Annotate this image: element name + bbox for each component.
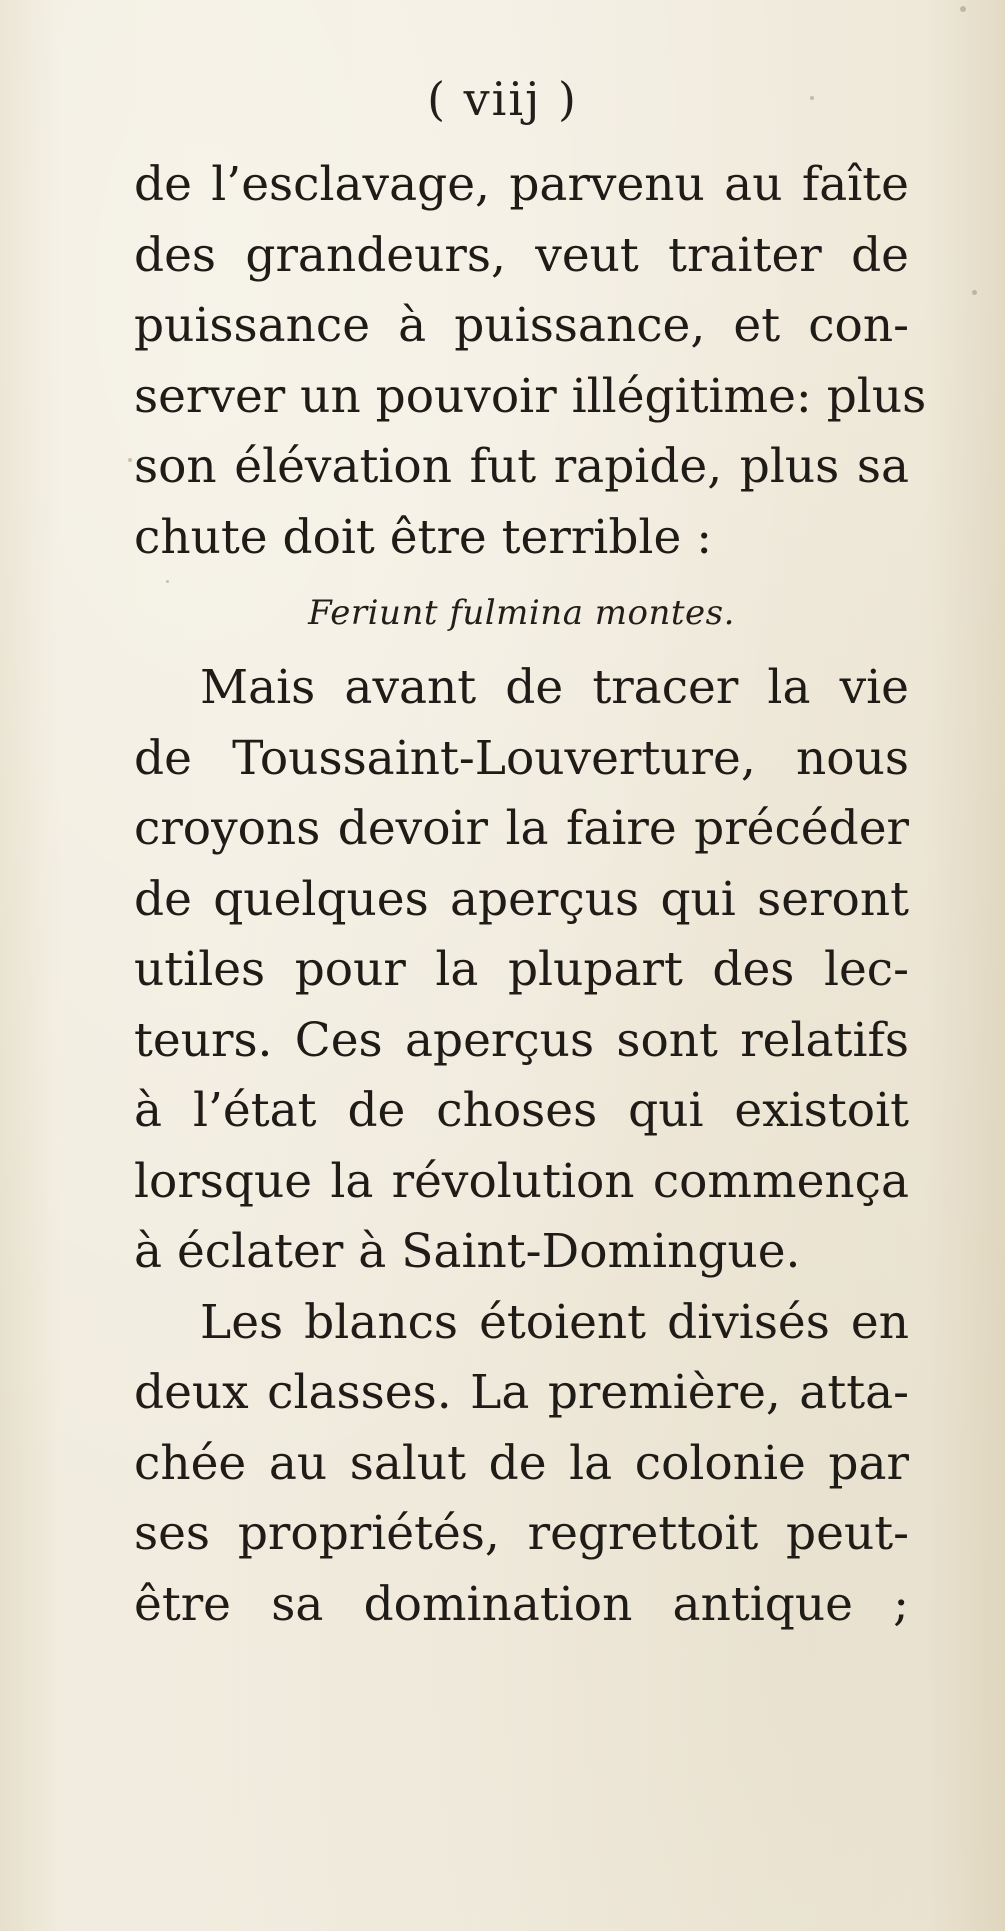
text-line: server un pouvoir illégitime: plus xyxy=(134,368,927,424)
text-line: Mais avant de tracer la vie xyxy=(200,660,909,715)
text-line: chute doit être terrible : xyxy=(134,509,713,565)
text-line: teurs. Ces aperçus sont relatifs xyxy=(134,1012,909,1068)
page-number: ( viij ) xyxy=(427,72,578,126)
paper-spot xyxy=(960,6,966,12)
text-line: puissance à puissance, et con- xyxy=(134,298,909,353)
text-line: Les blancs étoient divisés en xyxy=(200,1294,909,1350)
text-line: de Toussaint-Louverture, nous xyxy=(134,730,909,786)
text-line: lorsque la révolution commença xyxy=(134,1153,909,1209)
latin-quotation: Feriunt fulmina montes. xyxy=(308,593,735,633)
text-block xyxy=(134,150,927,1640)
text-line: chée au salut de la colonie par xyxy=(134,1435,909,1491)
text-line: de l’esclavage, parvenu au faîte xyxy=(134,157,909,212)
text-line: deux classes. La première, atta- xyxy=(134,1365,909,1420)
paragraph-1 xyxy=(134,150,927,573)
text-line: être sa domination antique ; xyxy=(134,1576,909,1632)
text-line: de quelques aperçus qui seront xyxy=(134,871,909,927)
text-line: ses propriétés, regrettoit peut- xyxy=(134,1506,909,1561)
text-line: utiles pour la plupart des lec- xyxy=(134,942,909,997)
text-line: à éclater à Saint-Domingue. xyxy=(134,1224,801,1279)
text-line: son élévation fut rapide, plus sa xyxy=(134,439,909,494)
text-line: croyons devoir la faire précéder xyxy=(134,801,909,856)
paragraph-2 xyxy=(134,653,909,1288)
paragraph-3 xyxy=(134,1288,909,1641)
text-line: des grandeurs, veut traiter de xyxy=(134,227,909,283)
paper-spot xyxy=(128,458,132,462)
paper-spot xyxy=(972,290,977,295)
text-line: à l’état de choses qui existoit xyxy=(134,1083,909,1138)
